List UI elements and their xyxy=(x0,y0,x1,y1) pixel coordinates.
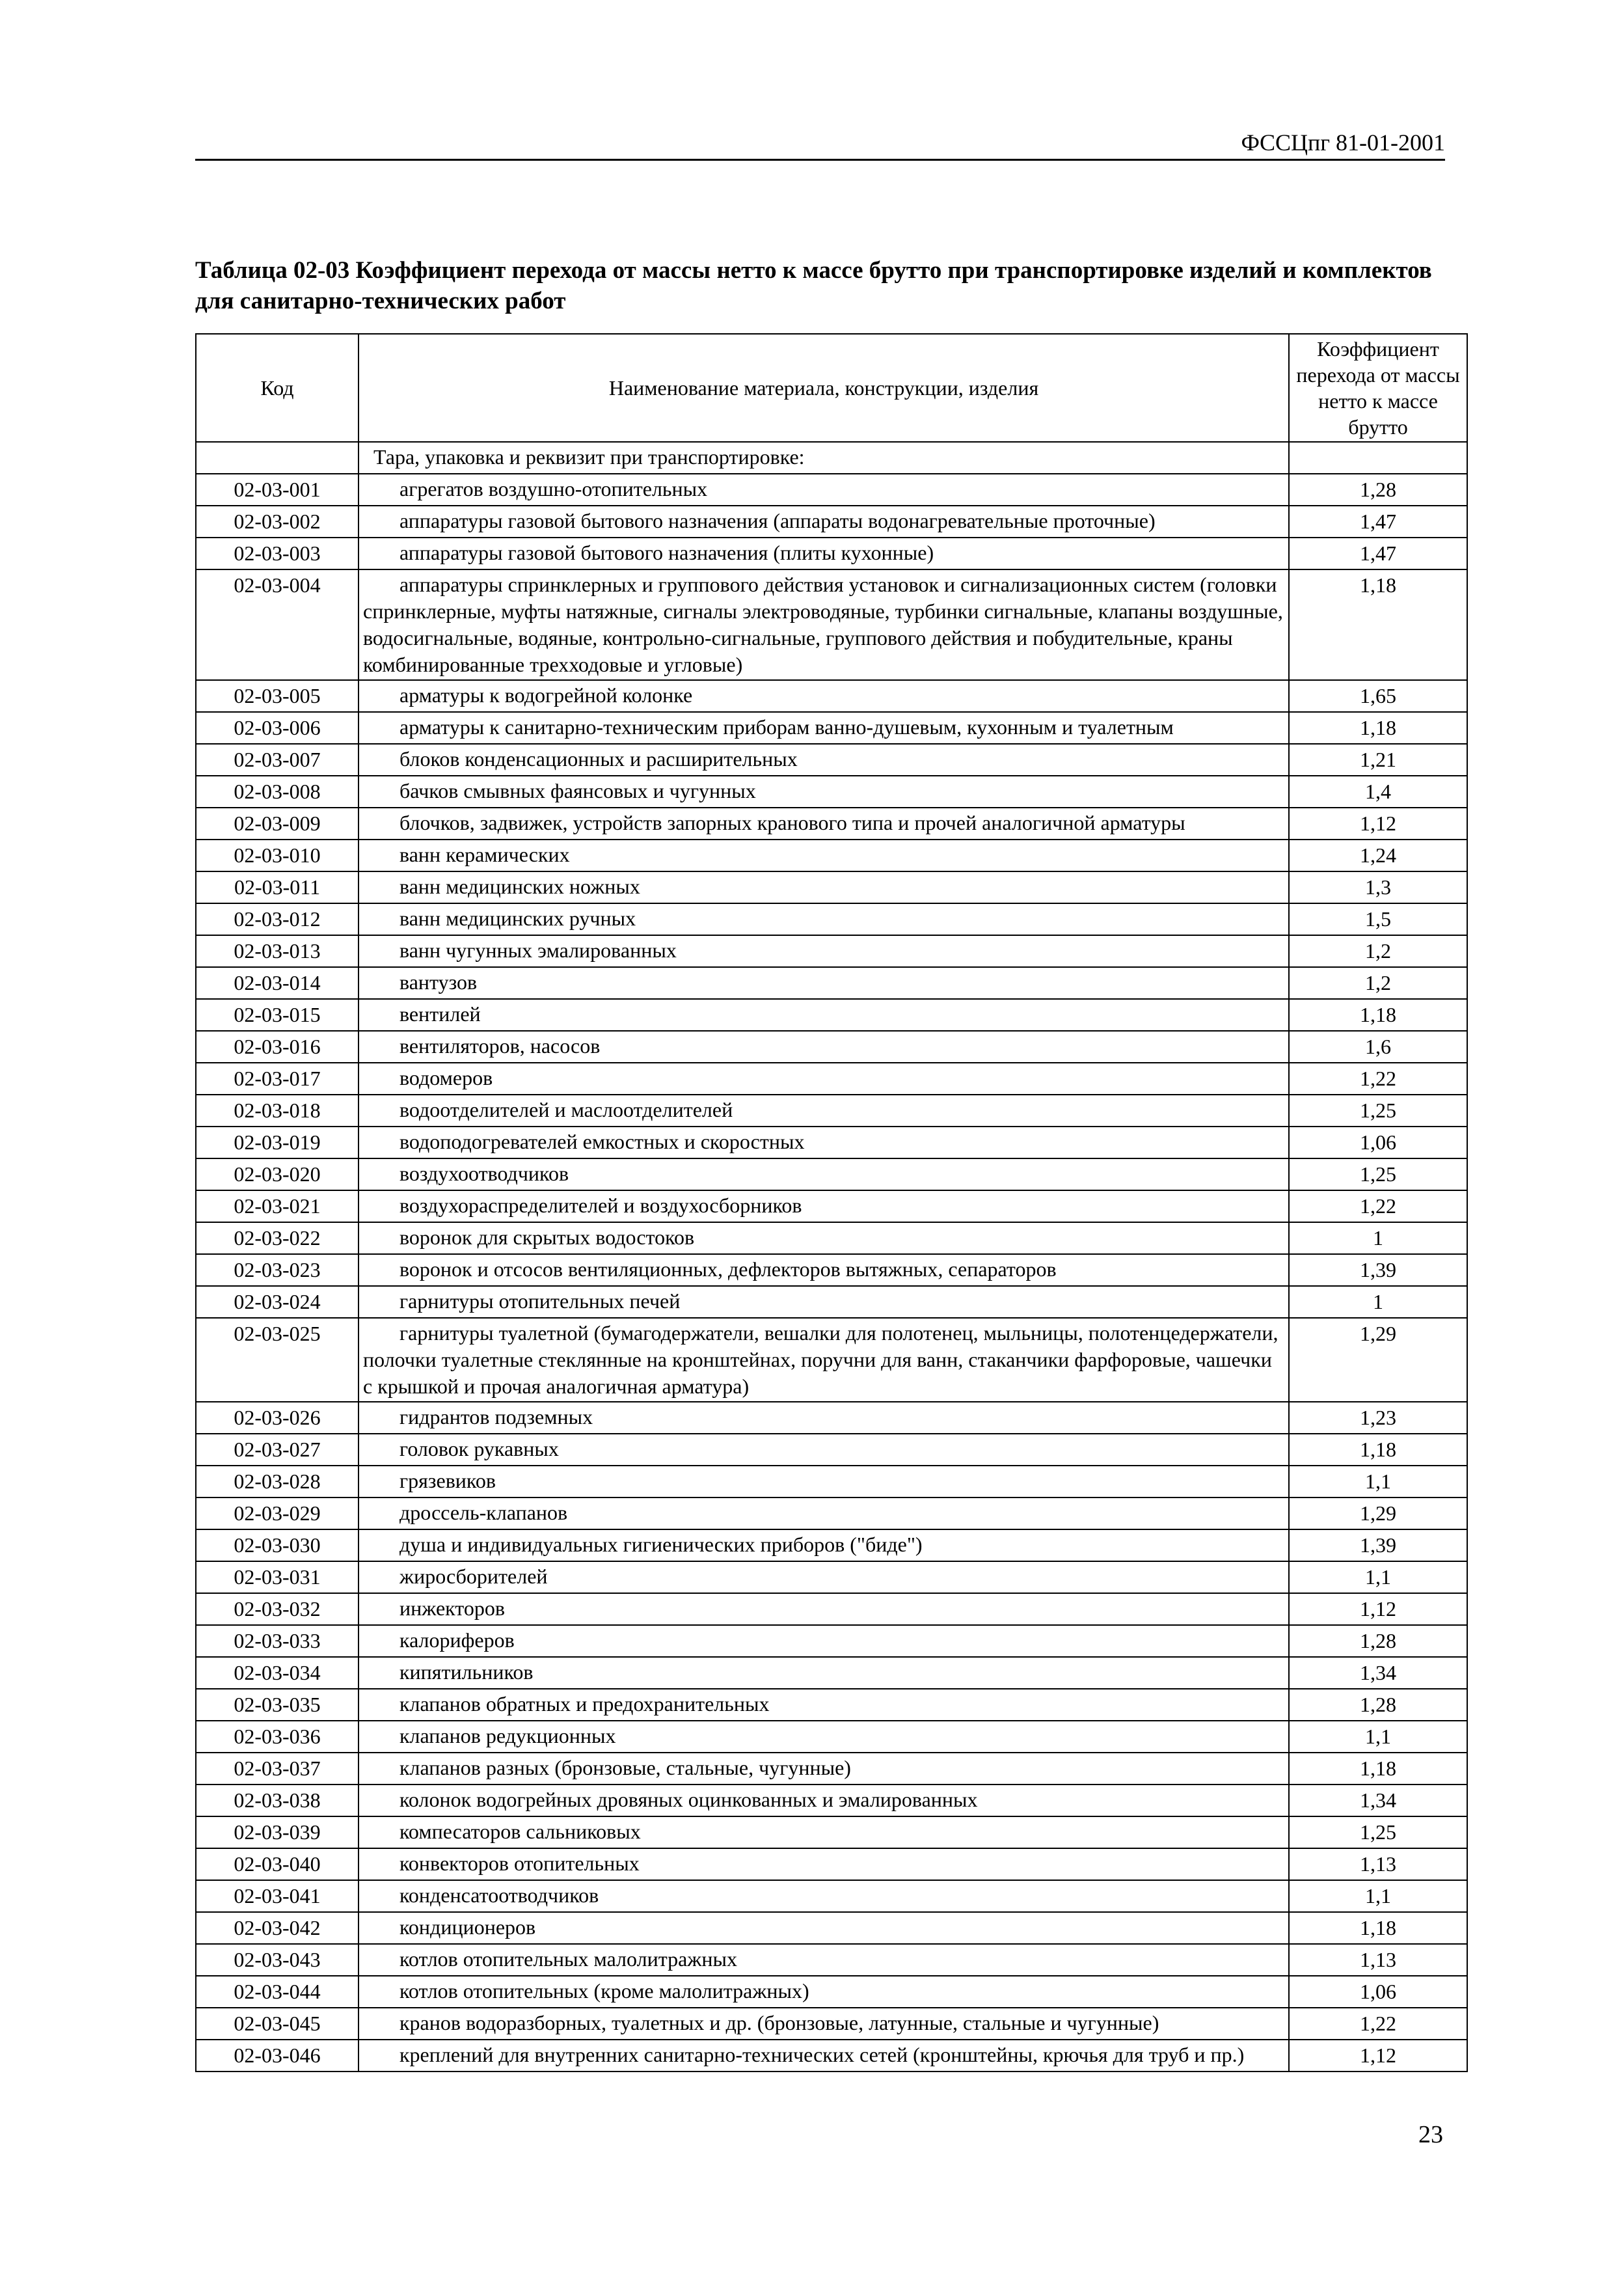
row-coef: 1,22 xyxy=(1289,2008,1467,2040)
row-name-text: ванн медицинских ножных xyxy=(399,875,640,898)
row-coef: 1,29 xyxy=(1289,1497,1467,1529)
row-name xyxy=(359,1158,1289,1190)
row-name-text: головок рукавных xyxy=(399,1437,559,1460)
row-name xyxy=(359,1785,1289,1816)
row-coef: 1,34 xyxy=(1289,1657,1467,1689)
row-code: 02-03-003 xyxy=(196,538,359,569)
row-coef: 1,18 xyxy=(1289,1434,1467,1466)
row-name-text: воздухоотводчиков xyxy=(399,1162,569,1185)
row-code: 02-03-015 xyxy=(196,999,359,1031)
row-name-text: ванн чугунных эмалированных xyxy=(399,938,677,962)
table-row xyxy=(196,1402,1467,1434)
table-row xyxy=(196,776,1467,808)
row-code: 02-03-045 xyxy=(196,2008,359,2040)
coefficient-table xyxy=(195,333,1468,2072)
table-row xyxy=(196,1063,1467,1095)
row-name xyxy=(359,1466,1289,1497)
row-name-text: ванн керамических xyxy=(399,843,570,866)
table-body xyxy=(196,442,1467,2072)
row-name xyxy=(359,680,1289,712)
row-name-text: жиросборителей xyxy=(399,1565,548,1588)
row-name xyxy=(359,712,1289,744)
row-name xyxy=(359,569,1289,680)
row-coef: 1,39 xyxy=(1289,1254,1467,1286)
row-name xyxy=(359,1848,1289,1880)
row-code: 02-03-028 xyxy=(196,1466,359,1497)
row-coef: 1,1 xyxy=(1289,1880,1467,1912)
row-coef: 1,18 xyxy=(1289,1912,1467,1944)
table-row xyxy=(196,1127,1467,1158)
row-name xyxy=(359,1561,1289,1593)
row-coef: 1 xyxy=(1289,1286,1467,1318)
table-row xyxy=(196,474,1467,506)
table-row xyxy=(196,1593,1467,1625)
row-name xyxy=(359,1625,1289,1657)
row-name xyxy=(359,1127,1289,1158)
row-code: 02-03-040 xyxy=(196,1848,359,1880)
row-code: 02-03-011 xyxy=(196,871,359,903)
row-code: 02-03-032 xyxy=(196,1593,359,1625)
table-row xyxy=(196,1529,1467,1561)
row-code: 02-03-035 xyxy=(196,1689,359,1721)
row-coef: 1,39 xyxy=(1289,1529,1467,1561)
group-row xyxy=(196,442,1467,474)
row-code: 02-03-002 xyxy=(196,506,359,538)
row-code: 02-03-022 xyxy=(196,1222,359,1254)
row-name xyxy=(359,776,1289,808)
row-coef: 1,6 xyxy=(1289,1031,1467,1063)
group-code-cell xyxy=(196,442,359,474)
table-title: Таблица 02-03 Коэффициент перехода от массы нетто к массе брутто при транспортировке изделий и комплектов для санитарно-технических работ xyxy=(195,257,1432,314)
row-code: 02-03-006 xyxy=(196,712,359,744)
row-coef: 1,22 xyxy=(1289,1063,1467,1095)
table-row xyxy=(196,712,1467,744)
row-code: 02-03-024 xyxy=(196,1286,359,1318)
row-name xyxy=(359,1095,1289,1127)
row-code: 02-03-041 xyxy=(196,1880,359,1912)
row-code: 02-03-038 xyxy=(196,1785,359,1816)
row-coef: 1,06 xyxy=(1289,1976,1467,2008)
table-row xyxy=(196,680,1467,712)
row-code: 02-03-008 xyxy=(196,776,359,808)
row-code: 02-03-036 xyxy=(196,1721,359,1753)
row-name-text: арматуры к водогрейной колонке xyxy=(399,683,693,707)
row-name-text: блочков, задвижек, устройств запорных кранового типа и прочей аналогичной арматуры xyxy=(399,811,1185,834)
row-code: 02-03-009 xyxy=(196,808,359,840)
row-coef: 1,47 xyxy=(1289,506,1467,538)
row-name xyxy=(359,1222,1289,1254)
table-row xyxy=(196,1657,1467,1689)
row-coef: 1,18 xyxy=(1289,712,1467,744)
row-name xyxy=(359,1190,1289,1222)
row-coef: 1,4 xyxy=(1289,776,1467,808)
row-name-text: водоподогревателей емкостных и скоростных xyxy=(399,1130,805,1153)
row-name-text: дроссель-клапанов xyxy=(399,1501,568,1524)
row-coef: 1,2 xyxy=(1289,967,1467,999)
row-name xyxy=(359,1944,1289,1976)
row-coef: 1,21 xyxy=(1289,744,1467,776)
row-name xyxy=(359,1753,1289,1785)
row-coef: 1,06 xyxy=(1289,1127,1467,1158)
table-row xyxy=(196,1785,1467,1816)
row-name xyxy=(359,1880,1289,1912)
row-name xyxy=(359,1434,1289,1466)
group-coef-cell xyxy=(1289,442,1467,474)
row-code: 02-03-010 xyxy=(196,840,359,871)
row-name-text: водоотделителей и маслоотделителей xyxy=(399,1098,733,1121)
row-coef: 1,1 xyxy=(1289,1466,1467,1497)
row-name xyxy=(359,1976,1289,2008)
row-name-text: вантузов xyxy=(399,970,478,994)
row-name-text: кранов водоразборных, туалетных и др. (бронзовые, латунные, стальные и чугунные) xyxy=(399,2011,1159,2034)
table-row xyxy=(196,1254,1467,1286)
row-name-text: аппаратуры газовой бытового назначения (аппараты водонагревательные проточные) xyxy=(399,509,1156,532)
row-coef: 1,23 xyxy=(1289,1402,1467,1434)
group-label: Тара, упаковка и реквизит при транспортировке: xyxy=(359,442,1289,474)
row-name xyxy=(359,840,1289,871)
row-code: 02-03-005 xyxy=(196,680,359,712)
row-code: 02-03-020 xyxy=(196,1158,359,1190)
row-coef: 1,2 xyxy=(1289,935,1467,967)
row-code: 02-03-019 xyxy=(196,1127,359,1158)
row-name xyxy=(359,1318,1289,1402)
table-row xyxy=(196,1721,1467,1753)
table-row xyxy=(196,1848,1467,1880)
row-name-text: креплений для внутренних санитарно-технических сетей (кронштейны, крючья для труб и пр.) xyxy=(399,2043,1245,2066)
row-code: 02-03-018 xyxy=(196,1095,359,1127)
table-row xyxy=(196,2040,1467,2072)
row-code: 02-03-023 xyxy=(196,1254,359,1286)
row-name-text: компесаторов сальниковых xyxy=(399,1820,641,1843)
table-row xyxy=(196,1753,1467,1785)
table-row xyxy=(196,1158,1467,1190)
table-row xyxy=(196,1095,1467,1127)
header-divider xyxy=(195,159,1445,161)
table-row xyxy=(196,903,1467,935)
row-name-text: колонок водогрейных дровяных оцинкованных и эмалированных xyxy=(399,1788,978,1811)
row-code: 02-03-016 xyxy=(196,1031,359,1063)
table-row xyxy=(196,538,1467,569)
row-name xyxy=(359,2008,1289,2040)
row-coef: 1 xyxy=(1289,1222,1467,1254)
row-code: 02-03-026 xyxy=(196,1402,359,1434)
column-header-code: Код xyxy=(196,334,359,442)
row-name xyxy=(359,1657,1289,1689)
row-coef: 1,24 xyxy=(1289,840,1467,871)
row-code: 02-03-025 xyxy=(196,1318,359,1402)
row-name xyxy=(359,1402,1289,1434)
row-name-text: воздухораспределителей и воздухосборников xyxy=(399,1194,802,1217)
table-row xyxy=(196,569,1467,680)
row-code: 02-03-034 xyxy=(196,1657,359,1689)
table-row xyxy=(196,1880,1467,1912)
row-name-text: гарнитуры туалетной (бумагодержатели, вешалки для полотенец, мыльницы, полотенцедержатели, полочки туалетные стеклянные на кронштейнах, поручни для ванн, стаканчики фарфоровые, чашечки с крышкой и прочая аналогичная арматура) xyxy=(363,1321,1279,1398)
row-coef: 1,25 xyxy=(1289,1095,1467,1127)
row-name xyxy=(359,1689,1289,1721)
row-coef: 1,1 xyxy=(1289,1561,1467,1593)
row-coef: 1,18 xyxy=(1289,569,1467,680)
row-name xyxy=(359,871,1289,903)
table-row xyxy=(196,935,1467,967)
row-name-text: клапанов разных (бронзовые, стальные, чугунные) xyxy=(399,1756,851,1779)
row-coef: 1,25 xyxy=(1289,1158,1467,1190)
row-name-text: блоков конденсационных и расширительных xyxy=(399,747,798,771)
table-row xyxy=(196,1912,1467,1944)
page-number: 23 xyxy=(1418,2121,1443,2148)
row-name xyxy=(359,1063,1289,1095)
row-coef: 1,29 xyxy=(1289,1318,1467,1402)
row-code: 02-03-044 xyxy=(196,1976,359,2008)
row-name xyxy=(359,1912,1289,1944)
row-name xyxy=(359,538,1289,569)
table-row xyxy=(196,1190,1467,1222)
table-row xyxy=(196,1222,1467,1254)
table-row xyxy=(196,1497,1467,1529)
row-coef: 1,65 xyxy=(1289,680,1467,712)
row-name-text: клапанов редукционных xyxy=(399,1724,616,1747)
table-row xyxy=(196,871,1467,903)
row-name-text: кондиционеров xyxy=(399,1915,536,1939)
row-name xyxy=(359,1593,1289,1625)
row-name xyxy=(359,1254,1289,1286)
table-row xyxy=(196,1466,1467,1497)
row-code: 02-03-033 xyxy=(196,1625,359,1657)
row-name-text: гарнитуры отопительных печей xyxy=(399,1289,681,1313)
row-name-text: котлов отопительных (кроме малолитражных) xyxy=(399,1979,809,2003)
column-header-coef: Коэффициент перехода от массы нетто к массе брутто xyxy=(1289,334,1467,442)
row-name xyxy=(359,1816,1289,1848)
row-coef: 1,28 xyxy=(1289,1689,1467,1721)
row-name xyxy=(359,1286,1289,1318)
table-row xyxy=(196,1625,1467,1657)
row-code: 02-03-013 xyxy=(196,935,359,967)
row-coef: 1,28 xyxy=(1289,474,1467,506)
table-row xyxy=(196,967,1467,999)
column-header-name: Наименование материала, конструкции, изделия xyxy=(359,334,1289,442)
row-name-text: воронок для скрытых водостоков xyxy=(399,1225,695,1249)
row-coef: 1,22 xyxy=(1289,1190,1467,1222)
row-coef: 1,12 xyxy=(1289,1593,1467,1625)
row-coef: 1,13 xyxy=(1289,1848,1467,1880)
row-name xyxy=(359,1529,1289,1561)
table-row xyxy=(196,1434,1467,1466)
row-coef: 1,18 xyxy=(1289,1753,1467,1785)
row-coef: 1,3 xyxy=(1289,871,1467,903)
row-code: 02-03-004 xyxy=(196,569,359,680)
row-code: 02-03-042 xyxy=(196,1912,359,1944)
row-coef: 1,18 xyxy=(1289,999,1467,1031)
row-name-text: калориферов xyxy=(399,1628,515,1652)
row-coef: 1,5 xyxy=(1289,903,1467,935)
row-name xyxy=(359,999,1289,1031)
row-name-text: арматуры к санитарно-техническим приборам ванно-душевым, кухонным и туалетным xyxy=(399,715,1174,739)
row-coef: 1,47 xyxy=(1289,538,1467,569)
row-name-text: бачков смывных фаянсовых и чугунных xyxy=(399,779,756,802)
row-code: 02-03-027 xyxy=(196,1434,359,1466)
row-code: 02-03-007 xyxy=(196,744,359,776)
row-name xyxy=(359,1497,1289,1529)
row-name xyxy=(359,967,1289,999)
table-row xyxy=(196,999,1467,1031)
table-row xyxy=(196,1816,1467,1848)
row-name xyxy=(359,506,1289,538)
row-code: 02-03-046 xyxy=(196,2040,359,2072)
table-row xyxy=(196,840,1467,871)
row-name-text: конвекторов отопительных xyxy=(399,1852,640,1875)
table-row xyxy=(196,1689,1467,1721)
row-name xyxy=(359,935,1289,967)
row-name xyxy=(359,1721,1289,1753)
row-name-text: гидрантов подземных xyxy=(399,1405,593,1429)
document-code: ФССЦпг 81-01-2001 xyxy=(1241,130,1445,156)
row-code: 02-03-043 xyxy=(196,1944,359,1976)
row-name-text: кипятильников xyxy=(399,1660,534,1684)
row-name-text: ванн медицинских ручных xyxy=(399,907,636,930)
row-name-text: конденсатоотводчиков xyxy=(399,1883,599,1907)
row-name xyxy=(359,474,1289,506)
row-name-text: водомеров xyxy=(399,1066,493,1089)
row-name-text: аппаратуры спринклерных и группового действия установок и сигнализационных систем (головки спринклерные, муфты натяжные, сигналы электроводяные, турбинки сигнальные, клапаны воздушные, водосигнальные, водяные, контрольно-сигнальные, группового действия и побудительные, краны комбинированные трехходовые и угловые) xyxy=(363,573,1283,676)
row-name xyxy=(359,2040,1289,2072)
table-row xyxy=(196,2008,1467,2040)
row-coef: 1,12 xyxy=(1289,2040,1467,2072)
row-name-text: инжекторов xyxy=(399,1596,505,1620)
row-name xyxy=(359,1031,1289,1063)
row-name-text: клапанов обратных и предохранительных xyxy=(399,1692,770,1716)
row-name-text: котлов отопительных малолитражных xyxy=(399,1947,737,1971)
row-coef: 1,28 xyxy=(1289,1625,1467,1657)
row-code: 02-03-001 xyxy=(196,474,359,506)
row-name xyxy=(359,744,1289,776)
row-code: 02-03-021 xyxy=(196,1190,359,1222)
row-code: 02-03-017 xyxy=(196,1063,359,1095)
row-name-text: вентиляторов, насосов xyxy=(399,1034,601,1058)
row-code: 02-03-029 xyxy=(196,1497,359,1529)
row-name xyxy=(359,808,1289,840)
table-row xyxy=(196,744,1467,776)
table-row xyxy=(196,1976,1467,2008)
table-row xyxy=(196,1031,1467,1063)
row-code: 02-03-012 xyxy=(196,903,359,935)
table-row xyxy=(196,1318,1467,1402)
table-row xyxy=(196,506,1467,538)
row-coef: 1,13 xyxy=(1289,1944,1467,1976)
row-code: 02-03-031 xyxy=(196,1561,359,1593)
table-row xyxy=(196,808,1467,840)
row-name-text: душа и индивидуальных гигиенических приборов ("биде") xyxy=(399,1533,923,1556)
row-code: 02-03-030 xyxy=(196,1529,359,1561)
row-coef: 1,34 xyxy=(1289,1785,1467,1816)
row-name-text: воронок и отсосов вентиляционных, дефлекторов вытяжных, сепараторов xyxy=(399,1257,1057,1281)
row-code: 02-03-039 xyxy=(196,1816,359,1848)
table-row xyxy=(196,1286,1467,1318)
table-row xyxy=(196,1944,1467,1976)
row-name-text: агрегатов воздушно-отопительных xyxy=(399,477,708,500)
row-code: 02-03-037 xyxy=(196,1753,359,1785)
row-name xyxy=(359,903,1289,935)
row-coef: 1,1 xyxy=(1289,1721,1467,1753)
row-name-text: аппаратуры газовой бытового назначения (плиты кухонные) xyxy=(399,541,934,564)
row-coef: 1,25 xyxy=(1289,1816,1467,1848)
row-name-text: вентилей xyxy=(399,1002,481,1026)
row-name-text: грязевиков xyxy=(399,1469,496,1492)
table-row xyxy=(196,1561,1467,1593)
row-code: 02-03-014 xyxy=(196,967,359,999)
row-coef: 1,12 xyxy=(1289,808,1467,840)
